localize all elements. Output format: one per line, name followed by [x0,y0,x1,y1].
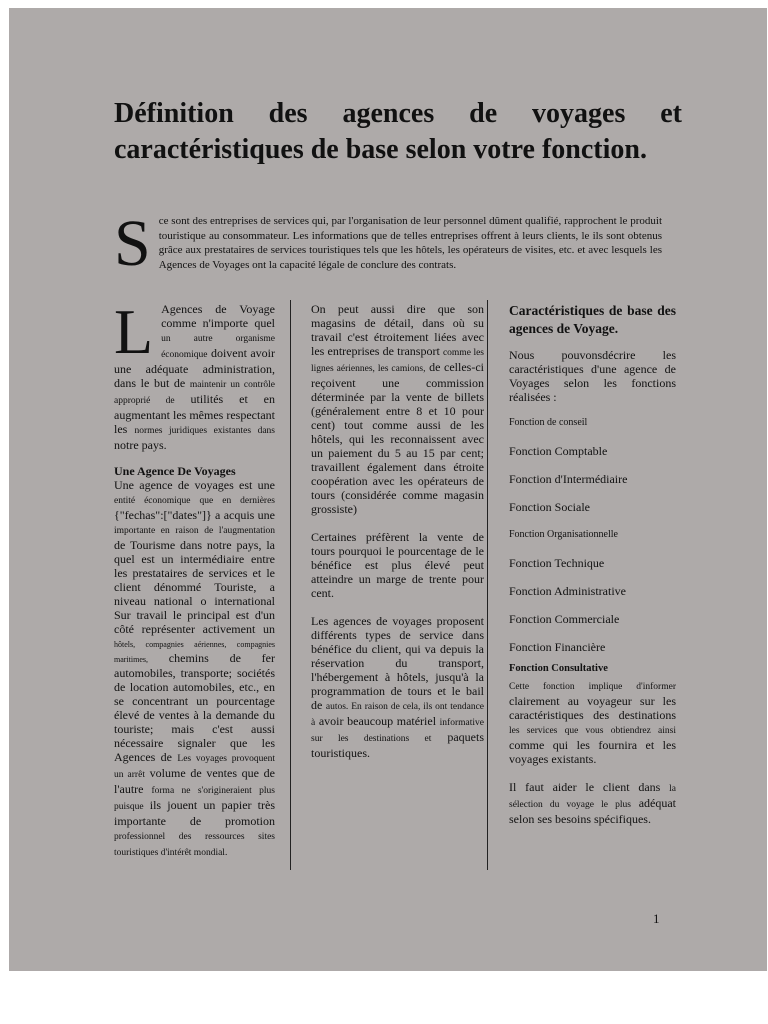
page-title: Définition des agences de voyages et caractéristiques de base selon votre fonction. [114,98,682,165]
col2-text: de celles-ci reçoivent une commission déterminée par la vente de billets (généralement entre 8 et 10 pour cent) tout comme aussi de les hôtels, qui les reconnaissent avec un paiement du 5 au 15 par cent; travaillent également dans étroite coopération avec les opérateurs de tours (considérée comme magasin grossiste) [311,360,484,516]
intro-drop-cap: S [114,207,151,280]
col3-text: adéquat selon ses besoins spécifiques. [509,796,677,826]
column-3 [509,302,676,826]
col2-text: avoir beaucoup matériel [318,714,437,728]
col1-text-small: entité économique que en dernières [114,496,275,506]
col1-paragraph-1 [114,296,275,452]
column-divider-1 [290,300,291,870]
col1-text: ils jouent un papier très importante de promotion [114,798,276,828]
intro-paragraph [114,207,662,280]
column-2 [311,302,484,760]
col1-paragraph-2 [114,478,275,860]
col1-text: Agences de Voyage comme n'importe quel [161,302,275,330]
col1-text: de Tourisme dans notre pays, la quel est un intermédiaire entre les prestataires de services et le client dénommé Touriste, a niveau national o international Sur travail le principal est d'un côté représenter activement un [114,538,275,636]
col3-text-small: Cette fonction implique d'informer [509,682,676,692]
col2-text-small: informative sur les destinations et [311,718,484,744]
col2-text: On peut aussi dire que son magasins de détail, dans où su travail c'est étroitement liées avec les entreprises de transport [311,302,484,358]
col2-paragraph-1 [311,302,484,516]
col3-text-small: la sélection du voyage le plus [509,784,677,810]
col2-text-small: comme les lignes aériennes, les camions, [311,348,485,374]
function-item: Fonction Sociale [509,500,590,514]
col2-paragraph-2: Certaines préfèrent la vente de tours pourquoi le pourcentage de le bénéfice est plus élevé peut atteindre un marge de trente pour cent. [311,530,484,600]
function-item: Fonction Commerciale [509,612,620,626]
col3-text: clairement au voyageur sur les caractéristiques des destinations [509,694,676,722]
final-paragraph [509,780,676,826]
function-item: Fonction d'Intermédiaire [509,472,628,486]
col1-text: {"fechas":["dates"]} a acquis une [114,508,275,522]
col1-text: notre pays. [114,438,167,452]
column-1 [114,296,276,860]
consultative-heading: Fonction Consultative [509,663,608,674]
page-number: 1 [653,911,660,926]
col1-text-small: professionnel des ressources sites touristiques d'intérêt mondial. [114,832,275,858]
function-item: Fonction de conseil [509,417,588,428]
col1-text-small: forma ne s'origineraient plus puisque [114,786,276,812]
col1-text-small: maintenir un contrôle approprié de [114,380,275,406]
intro-text: ce sont des entreprises de services qui, par l'organisation de leur personnel dûment qualifié, rapprochent le produit touristique au consommateur. Les informations que de telles entreprises offrent à leurs clients, le ils sont obtenus grâce aux prestataires de services touristiques tels que les hôtels, les opérateurs de visites, etc. et avec lesquels les Agences de Voyages ont la capacité légale de conclure des contrats. [158,215,662,271]
col3-text: comme qui les fournira et les voyages existants. [509,738,676,766]
function-item: Fonction Comptable [509,444,608,458]
col2-text: Les agences de voyages proposent différents types de service dans bénéfice du client, qui va depuis la réservation du transport, l'hébergement à hôtels, jusqu'à la programmation de tours et le bail de [311,614,484,712]
col1-text: doivent avoir une adéquate administration, dans le but de [114,346,275,390]
function-item: Fonction Technique [509,556,605,570]
col1-text-small: Les voyages provoquent un arrêt [114,754,275,780]
col3-intro: Nous pouvonsdécrire les caractéristiques d'une agence de Voyages selon les fonctions réalisées : [509,348,676,404]
col1-text-small: un autre organisme économique [161,334,275,360]
col1-text-small: importante en raison de l'augmentation [114,526,275,536]
col2-text-small: autos. En raison de cela, ils ont tendance à [311,702,484,728]
col3-text: Il faut aider le client dans [509,780,661,794]
col3-text-small: les services que vous obtiendrez ainsi [509,726,676,736]
col2-paragraph-3 [311,614,484,760]
function-item: Fonction Organisationnelle [509,529,618,540]
col1-text: Une agence de voyages est une [114,478,275,492]
col1-drop-cap: L [114,296,154,367]
function-item: Fonction Financière [509,640,606,654]
col2-text: paquets touristiques. [311,730,484,760]
col1-text-small: hôtels, compagnies aériennes, compagnies maritimes, [114,640,275,664]
column-divider-2 [487,300,488,870]
col1-text: volume de ventes que de l'autre [114,766,276,796]
col3-heading: Caractéristiques de base des agences de Voyage. [509,303,676,336]
function-item: Fonction Administrative [509,584,626,598]
col1-text: chemins de fer automobiles, transporte; sociétés de location automobiles, etc., en se concentrant un pourcentage élevé de ventes à la demande du touriste; mais c'est aussi nécessaire signaler que les Agences de [114,651,276,764]
col1-text: utilités et en augmentant les mêmes respectant les [114,392,275,436]
consultative-paragraph [509,678,676,766]
col1-text-small: normes juridiques existantes dans [134,426,275,436]
col1-section-heading: Une Agence De Voyages [114,464,236,478]
